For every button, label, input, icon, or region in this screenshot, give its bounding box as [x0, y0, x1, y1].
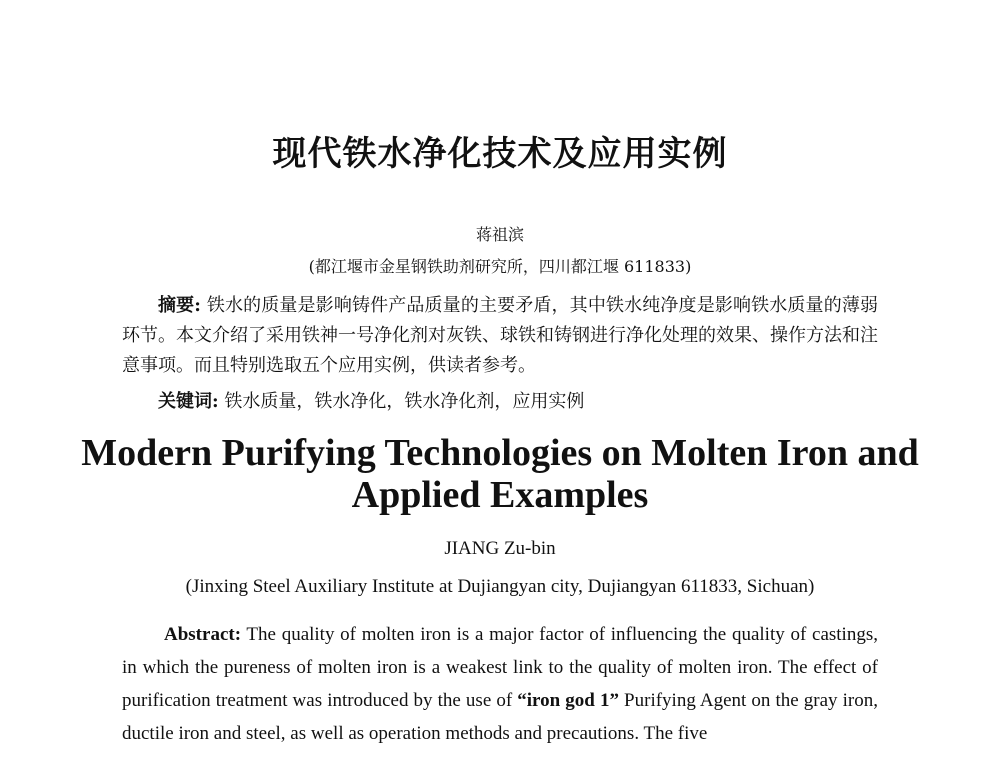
chinese-keywords-label: 关键词:: [158, 391, 219, 412]
chinese-abstract-text: 铁水的质量是影响铸件产品质量的主要矛盾，其中铁水纯净度是影响铁水质量的薄弱环节。本文介绍了采用铁神一号净化剂对灰铁、球铁和铸钢进行净化处理的效果、操作方法和注意事项。而且特别选取五个应用实例，供读者参考。: [122, 295, 878, 376]
english-abstract-text-1: The quality of molten iron is a major factor of influencing the quality of castings, in which the pureness of molten iron is a weakest link to the quality of molten iron. The effect of purification treatment was introduced by the use of: [122, 624, 878, 711]
chinese-keywords-text: 铁水质量，铁水净化，铁水净化剂，应用实例: [224, 391, 585, 412]
chinese-title: 现代铁水净化技术及应用实例: [272, 134, 728, 174]
chinese-abstract-label: 摘要:: [158, 295, 201, 316]
english-author: JIANG Zu-bin: [444, 538, 556, 559]
english-abstract: [122, 618, 878, 750]
english-abstract-text-2: Purifying Agent on the gray iron, ductile iron and steel, as well as operation methods and precautions. The five: [122, 690, 878, 744]
english-abstract-label: Abstract:: [164, 624, 242, 645]
chinese-author: 蒋祖滨: [475, 225, 524, 244]
chinese-affiliation: (都江堰市金星钢铁助剂研究所，四川都江堰 611833): [308, 257, 692, 276]
english-affiliation: (Jinxing Steel Auxiliary Institute at Dujiangyan city, Dujiangyan 611833, Sichuan): [185, 576, 815, 597]
english-abstract-agent: “iron god 1”: [517, 690, 619, 711]
english-title: Modern Purifying Technologies on Molten Iron and Applied Examples: [81, 432, 919, 516]
chinese-keywords: [158, 387, 878, 417]
chinese-abstract: [122, 291, 878, 381]
